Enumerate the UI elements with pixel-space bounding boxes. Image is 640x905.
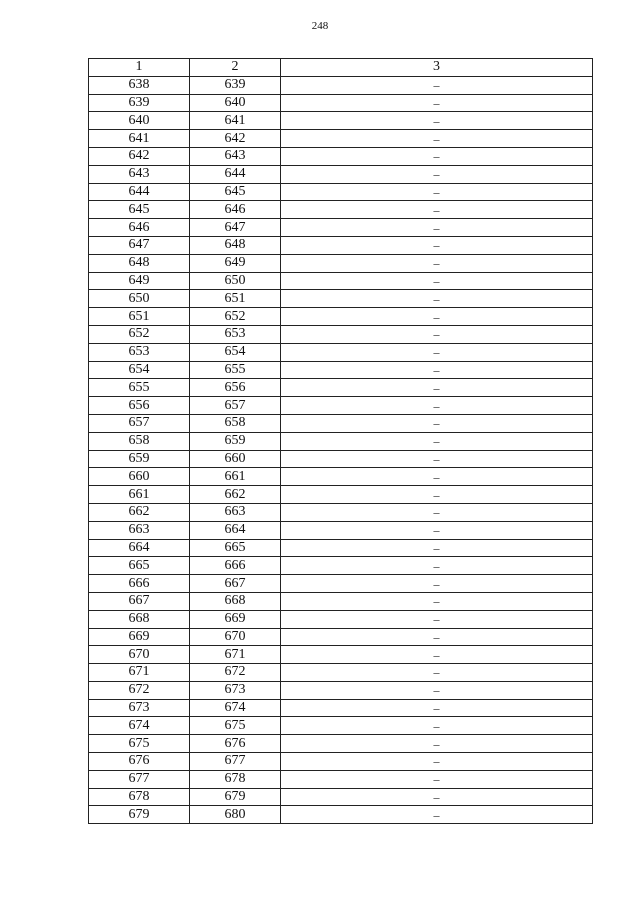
table-row	[89, 664, 593, 682]
table-cell-col-3: –	[281, 575, 593, 593]
table-cell-col-1: 664	[89, 539, 190, 557]
table-cell-col-2: 648	[190, 236, 281, 254]
table-row	[89, 201, 593, 219]
table-row	[89, 770, 593, 788]
table-cell-col-3: –	[281, 290, 593, 308]
table-cell-col-1: 670	[89, 646, 190, 664]
table-cell-col-1: 642	[89, 147, 190, 165]
table-cell-col-1: 676	[89, 753, 190, 771]
table-cell-col-2: 646	[190, 201, 281, 219]
table-cell-col-3: –	[281, 432, 593, 450]
table-row	[89, 94, 593, 112]
table-row	[89, 788, 593, 806]
table-cell-col-3: –	[281, 486, 593, 504]
table-cell-col-3: –	[281, 147, 593, 165]
table-row	[89, 503, 593, 521]
table-cell-col-2: 678	[190, 770, 281, 788]
table-row	[89, 610, 593, 628]
table-cell-col-1: 646	[89, 219, 190, 237]
table-row	[89, 646, 593, 664]
table-cell-col-1: 651	[89, 308, 190, 326]
table-cell-col-3: –	[281, 539, 593, 557]
table-cell-col-2: 671	[190, 646, 281, 664]
table-cell-col-1: 671	[89, 664, 190, 682]
table-row	[89, 272, 593, 290]
table-cell-col-2: 676	[190, 735, 281, 753]
table-row	[89, 414, 593, 432]
table-cell-col-1: 678	[89, 788, 190, 806]
table-row	[89, 699, 593, 717]
table-row	[89, 628, 593, 646]
table-cell-col-2: 667	[190, 575, 281, 593]
table-cell-col-3: –	[281, 628, 593, 646]
table-cell-col-1: 649	[89, 272, 190, 290]
table-cell-col-2: 642	[190, 130, 281, 148]
table-cell-col-1: 639	[89, 94, 190, 112]
table-row	[89, 290, 593, 308]
table-cell-col-3: –	[281, 94, 593, 112]
table-row	[89, 112, 593, 130]
table-cell-col-3: –	[281, 450, 593, 468]
table-cell-col-1: 644	[89, 183, 190, 201]
table-cell-col-2: 664	[190, 521, 281, 539]
table-cell-col-2: 643	[190, 147, 281, 165]
table-row	[89, 343, 593, 361]
page-number: 248	[311, 20, 329, 32]
table-cell-col-2: 670	[190, 628, 281, 646]
table-cell-col-2: 649	[190, 254, 281, 272]
table-row	[89, 147, 593, 165]
table-cell-col-3: –	[281, 557, 593, 575]
table-row	[89, 450, 593, 468]
table-cell-col-3: –	[281, 165, 593, 183]
table-cell-col-2: 645	[190, 183, 281, 201]
table-row	[89, 183, 593, 201]
table-cell-col-1: 654	[89, 361, 190, 379]
table-cell-col-3: –	[281, 325, 593, 343]
table-cell-col-1: 661	[89, 486, 190, 504]
table-cell-col-3: –	[281, 610, 593, 628]
table-cell-col-2: 669	[190, 610, 281, 628]
table-cell-col-3: –	[281, 521, 593, 539]
table-cell-col-2: 672	[190, 664, 281, 682]
table-cell-col-3: –	[281, 76, 593, 94]
table-cell-col-1: 660	[89, 468, 190, 486]
table-cell-col-2: 677	[190, 753, 281, 771]
table-cell-col-2: 644	[190, 165, 281, 183]
table-cell-col-2: 663	[190, 503, 281, 521]
table-cell-col-3: –	[281, 130, 593, 148]
table-row	[89, 592, 593, 610]
table-cell-col-2: 656	[190, 379, 281, 397]
table-cell-col-3: –	[281, 272, 593, 290]
table-cell-col-2: 650	[190, 272, 281, 290]
table-cell-col-3: –	[281, 592, 593, 610]
table-cell-col-1: 657	[89, 414, 190, 432]
table-cell-col-3: –	[281, 201, 593, 219]
table-cell-col-1: 659	[89, 450, 190, 468]
table-cell-col-1: 673	[89, 699, 190, 717]
table-cell-col-1: 645	[89, 201, 190, 219]
table-cell-col-3: –	[281, 236, 593, 254]
table-cell-col-3: –	[281, 503, 593, 521]
table-cell-col-3: –	[281, 183, 593, 201]
table-row	[89, 379, 593, 397]
table-cell-col-1: 662	[89, 503, 190, 521]
table-cell-col-1: 665	[89, 557, 190, 575]
table-cell-col-1: 647	[89, 236, 190, 254]
table-cell-col-1: 674	[89, 717, 190, 735]
table-row	[89, 236, 593, 254]
table-cell-col-3: –	[281, 646, 593, 664]
table-cell-col-1: 679	[89, 806, 190, 824]
table-cell-col-2: 653	[190, 325, 281, 343]
table-cell-col-1: 658	[89, 432, 190, 450]
table-row	[89, 753, 593, 771]
table-row	[89, 254, 593, 272]
table-cell-col-3: –	[281, 343, 593, 361]
table-row	[89, 575, 593, 593]
column-header-1: 1	[89, 59, 190, 77]
table-cell-col-3: –	[281, 397, 593, 415]
table-cell-col-3: –	[281, 308, 593, 326]
table-cell-col-2: 662	[190, 486, 281, 504]
table-row	[89, 557, 593, 575]
table-cell-col-3: –	[281, 717, 593, 735]
table-cell-col-1: 668	[89, 610, 190, 628]
table-cell-col-3: –	[281, 681, 593, 699]
table-cell-col-2: 674	[190, 699, 281, 717]
table-cell-col-1: 641	[89, 130, 190, 148]
table-cell-col-2: 675	[190, 717, 281, 735]
table-row	[89, 735, 593, 753]
table-body	[89, 76, 593, 823]
table-cell-col-2: 651	[190, 290, 281, 308]
table-row	[89, 806, 593, 824]
table-cell-col-2: 655	[190, 361, 281, 379]
table-cell-col-1: 656	[89, 397, 190, 415]
table-cell-col-1: 652	[89, 325, 190, 343]
table-cell-col-2: 673	[190, 681, 281, 699]
table-cell-col-2: 654	[190, 343, 281, 361]
table-cell-col-1: 655	[89, 379, 190, 397]
table-cell-col-2: 666	[190, 557, 281, 575]
table-cell-col-1: 653	[89, 343, 190, 361]
table-cell-col-2: 657	[190, 397, 281, 415]
table-cell-col-2: 680	[190, 806, 281, 824]
table-cell-col-3: –	[281, 379, 593, 397]
table-cell-col-3: –	[281, 254, 593, 272]
table-row	[89, 681, 593, 699]
table-cell-col-3: –	[281, 806, 593, 824]
table-cell-col-3: –	[281, 770, 593, 788]
table-cell-col-1: 672	[89, 681, 190, 699]
table-row	[89, 308, 593, 326]
table-row	[89, 486, 593, 504]
table-cell-col-1: 640	[89, 112, 190, 130]
table-row	[89, 468, 593, 486]
table-cell-col-3: –	[281, 788, 593, 806]
table-cell-col-1: 675	[89, 735, 190, 753]
table-row	[89, 521, 593, 539]
column-header-3: 3	[281, 59, 593, 77]
table-cell-col-3: –	[281, 664, 593, 682]
table-cell-col-1: 648	[89, 254, 190, 272]
table-row	[89, 717, 593, 735]
table-row	[89, 130, 593, 148]
table-cell-col-2: 679	[190, 788, 281, 806]
table-row	[89, 361, 593, 379]
table-cell-col-2: 652	[190, 308, 281, 326]
table-cell-col-3: –	[281, 753, 593, 771]
table-row	[89, 76, 593, 94]
table-cell-col-2: 639	[190, 76, 281, 94]
table-cell-col-3: –	[281, 699, 593, 717]
table-cell-col-1: 667	[89, 592, 190, 610]
table-cell-col-1: 643	[89, 165, 190, 183]
table-cell-col-2: 640	[190, 94, 281, 112]
table-cell-col-2: 641	[190, 112, 281, 130]
table-cell-col-1: 650	[89, 290, 190, 308]
column-header-2: 2	[190, 59, 281, 77]
table-cell-col-2: 668	[190, 592, 281, 610]
table-cell-col-2: 661	[190, 468, 281, 486]
data-table	[88, 58, 593, 824]
table-row	[89, 397, 593, 415]
table-row	[89, 325, 593, 343]
table-cell-col-1: 669	[89, 628, 190, 646]
table-cell-col-3: –	[281, 468, 593, 486]
table-cell-col-1: 663	[89, 521, 190, 539]
table-cell-col-3: –	[281, 219, 593, 237]
table-header-row	[89, 59, 593, 77]
table-cell-col-3: –	[281, 361, 593, 379]
table-cell-col-1: 677	[89, 770, 190, 788]
table-cell-col-3: –	[281, 735, 593, 753]
table-cell-col-1: 638	[89, 76, 190, 94]
table-cell-col-2: 658	[190, 414, 281, 432]
table-row	[89, 165, 593, 183]
table-cell-col-2: 647	[190, 219, 281, 237]
table-cell-col-1: 666	[89, 575, 190, 593]
table-cell-col-2: 660	[190, 450, 281, 468]
table-cell-col-3: –	[281, 414, 593, 432]
table-cell-col-2: 659	[190, 432, 281, 450]
table-row	[89, 539, 593, 557]
table-cell-col-2: 665	[190, 539, 281, 557]
table-row	[89, 219, 593, 237]
table-row	[89, 432, 593, 450]
table-cell-col-3: –	[281, 112, 593, 130]
